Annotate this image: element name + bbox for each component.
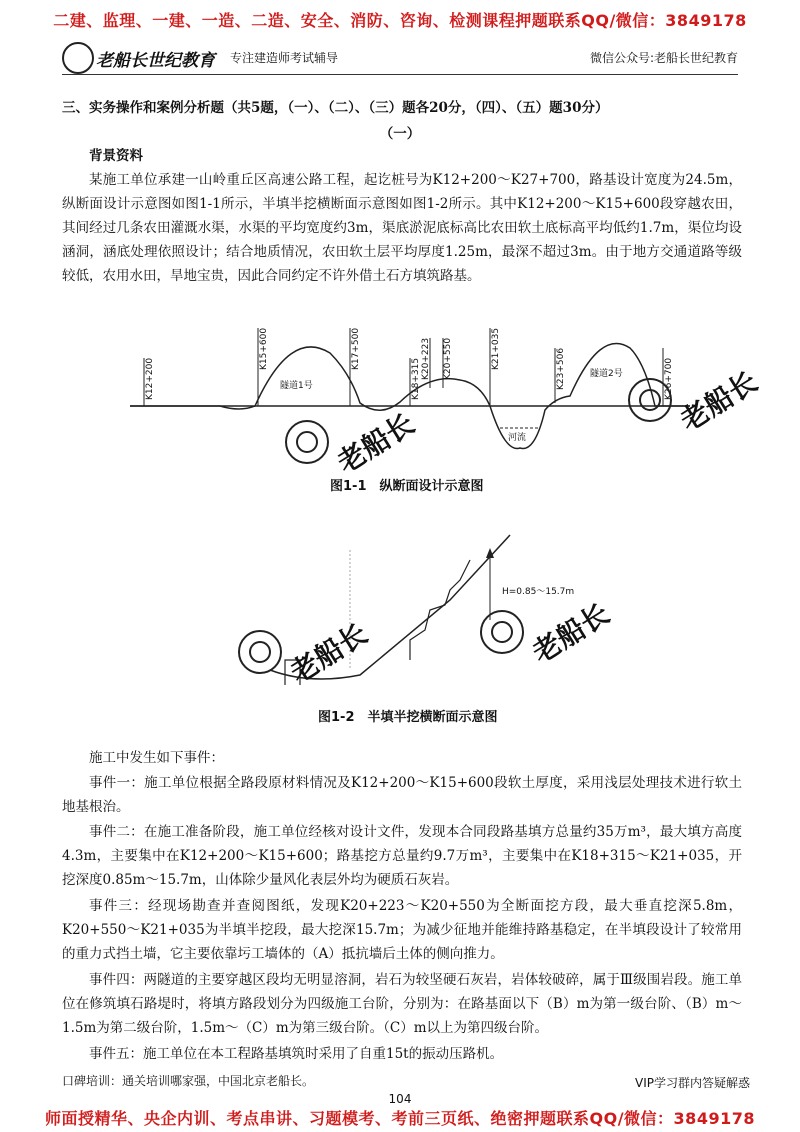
background-heading: 背景资料 (89, 148, 143, 164)
page-header (62, 40, 738, 75)
watermark: 老船长 (285, 420, 417, 464)
top-banner: 二建、监理、一建、一造、二造、安全、消防、咨询、检测课程押题联系QQ/微信：3849178 (53, 11, 747, 30)
station-label: K20+550 (443, 337, 453, 380)
logo-text: 老船长世纪教育 (96, 51, 215, 71)
event-item: 事件四：两隧道的主要穿越区段均无明显溶洞，岩石为较坚硬石灰岩，岩体较破碎，属于Ⅲ级围岩段。施工单位在修筑填石路堤时，将填方路段划分为四级施工台阶，分别为：在路基面以下（B）m为第一级台阶、（B）m～1.5m为第二级台阶，1.5m～（C）m为第三级台阶。（C）m以上为第四级台阶。 (62, 972, 742, 1036)
footer-left: 口碑培训：通关培训哪家强，中国北京老船长。 (62, 1074, 315, 1088)
events-intro: 施工中发生如下事件： (89, 750, 224, 766)
watermark-logo-icon (238, 630, 282, 674)
figure2-caption: 图1-2 半填半挖横断面示意图 (318, 710, 498, 725)
station-label: K26+700 (664, 357, 674, 400)
station-label: K18+315 (411, 357, 421, 400)
figure1-caption: 图1-1 纵断面设计示意图 (330, 479, 484, 494)
station-label: K20+223 (421, 337, 431, 380)
watermark: 老船长 (480, 610, 612, 654)
station-label: K15+600 (259, 327, 269, 370)
bottom-banner: 师面授精华、央企内训、考点串讲、习题模考、考前三页纸、绝密押题联系QQ/微信：3849178 (45, 1109, 755, 1128)
ship-logo-icon (62, 42, 94, 74)
header-wechat: 微信公众号:老船长世纪教育 (589, 51, 738, 65)
watermark-logo-icon (480, 610, 524, 654)
station-label: K12+200 (145, 357, 155, 400)
event-item: 事件三：经现场勘查并查阅图纸，发现K20+223～K20+550为全断面挖方段，最大垂直挖深5.8m，K20+550～K21+035为半填半挖段，最大挖深15.7m；为减少征地并能维持路基稳定，在半填段设计了较常用的重力式挡土墙，它主要依靠圬工墙体的（A）抵抗墙后土体的侧向推力。 (62, 898, 742, 962)
watermark-logo-icon (628, 378, 672, 422)
section-title: 三、实务操作和案例分析题（共5题，（一）、（二）、（三）题各20分，（四）、（五）题30分） (62, 100, 609, 116)
station-label: K17+500 (351, 327, 361, 370)
event-item: 事件二：在施工准备阶段，施工单位经核对设计文件，发现本合同段路基填方总量约35万m³，最大填方高度4.3m，主要集中在K12+200～K15+600；路基挖方总量约9.7万m³，主要集中在K18+315～K21+035，开挖深度0.85m～15.7m，山体除少量风化表层外均为硬质石灰岩。 (62, 824, 742, 888)
station-label: K21+035 (491, 327, 501, 370)
watermark-logo-icon (285, 420, 329, 464)
event-item: 事件一：施工单位根据全路段原材料情况及K12+200～K15+600段软土厚度，采用浅层处理技术进行软土地基根治。 (62, 775, 742, 815)
river-label: 河流 (508, 433, 527, 443)
tunnel2-label: 隧道2号 (590, 369, 623, 379)
header-tagline: 专注建造师考试辅导 (230, 51, 339, 65)
event-item: 事件五：施工单位在本工程路基填筑时采用了自重15t的振动压路机。 (89, 1046, 504, 1062)
cut-slope (410, 560, 470, 660)
sub-number: （一） (379, 126, 421, 142)
page-number: 104 (388, 1092, 412, 1106)
height-label: H=0.85～15.7m (502, 587, 575, 597)
station-label: K23+506 (556, 347, 566, 390)
watermark: 老船长 (238, 630, 370, 674)
tunnel1-label: 隧道1号 (280, 381, 313, 391)
footer-right: VIP学习群内答疑解惑 (635, 1076, 750, 1090)
background-paragraph: 某施工单位承建一山岭重丘区高速公路工程，起讫桩号为K12+200～K27+700，路基设计宽度为24.5m，纵断面设计示意图如图1-1所示，半填半挖横断面示意图如图1-2所示。其中K12+200～K15+600段穿越农田，其间经过几条农田灌溉水渠，水渠的平均宽度约3m，渠底淤泥底标高比农田软土底标高平均低约1.7m，渠位均设涵洞，涵底处理依照设计；结合地质情况，农田软土层平均厚度1.25m，最深不超过3m。由于地方交通道路等级较低，农用水田，旱地宝贵，因此合同约定不许外借土石方填筑路基。 (62, 172, 742, 284)
watermark: 老船长 (628, 378, 760, 422)
